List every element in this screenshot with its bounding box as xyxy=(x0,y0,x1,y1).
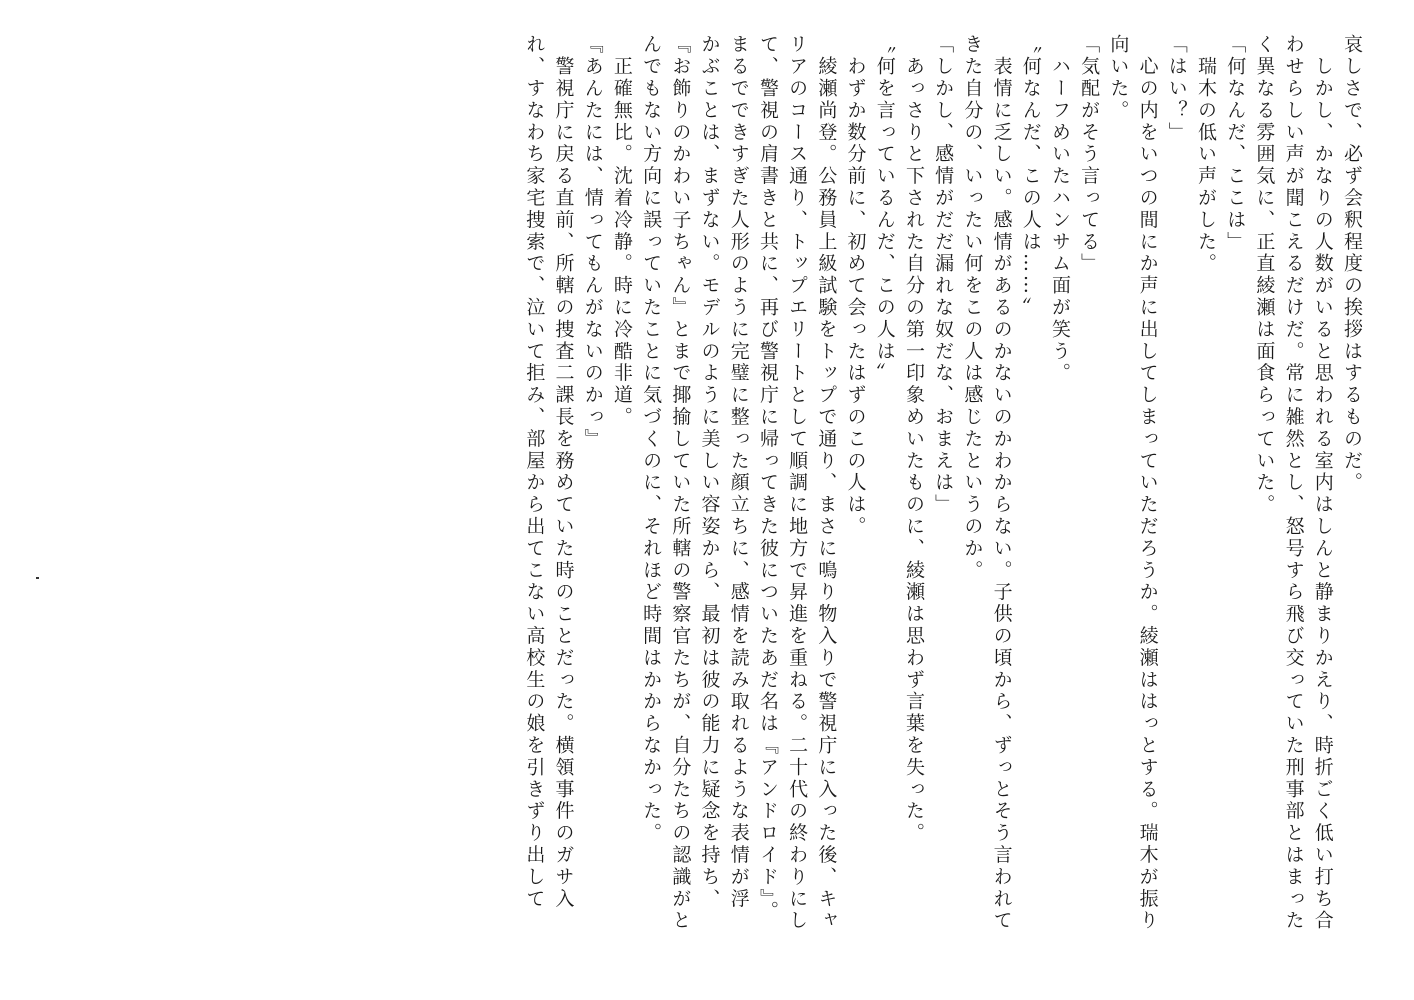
text-line: 〝何なんだ、この人は……〟 xyxy=(1019,34,1042,319)
text-line: 「はい？」 xyxy=(1165,34,1188,144)
text-line: んでもない方向に誤っていたことに気づくのに、それほど時間はかからなかった。 xyxy=(640,34,663,845)
text-line: く異なる雰囲気に、正直綾瀬は面食らっていた。 xyxy=(1253,34,1276,516)
text-line: 『あんたには、情ってもんがないのかっ』 xyxy=(581,34,604,451)
text-line: 哀しさで、必ず会釈程度の挨拶はするものだ。 xyxy=(1341,34,1363,494)
stray-ink-mark xyxy=(36,577,39,579)
text-line: リアのコース通り、トップエリートとして順調に地方で昇進を重ねる。二十代の終わりにし xyxy=(786,34,809,932)
text-line: れ、すなわち家宅捜索で、泣いて拒み、部屋から出てこない高校生の娘を引きずり出して xyxy=(523,34,546,910)
text-line: 「気配がそう言ってる」 xyxy=(1078,34,1101,275)
text-line: 表情に乏しい。感情があるのかないのかわからない。子供の頃から、ずっとそう言われて xyxy=(990,34,1013,932)
text-line: きた自分の、いったい何をこの人は感じたというのか。 xyxy=(961,34,984,582)
text-line: わせらしい声が聞こえるだけだ。常に雑然とし、怒号すら飛び交っていた刑事部とはまった xyxy=(1282,34,1305,932)
text-line: わずか数分前に、初めて会ったはずのこの人は。 xyxy=(844,34,867,538)
text-line: て、警視の肩書きと共に、再び警視庁に帰ってきた彼についたあだ名は『アンドロイド』。 xyxy=(756,34,779,923)
text-line: かぶことは、まずない。モデルのように美しい容姿から、最初は彼の能力に疑念を持ち、 xyxy=(698,34,721,910)
text-line: 正確無比。沈着冷静。時に冷酷非道。 xyxy=(610,34,633,429)
text-line: しかし、かなりの人数がいると思われる室内はしんと静まりかえり、時折ごく低い打ち合 xyxy=(1311,34,1334,932)
vertical-text-body xyxy=(519,34,1366,974)
text-line: 警視庁に戻る直前、所轄の捜査二課長を務めていた時のことだった。横領事件のガサ入 xyxy=(552,34,575,910)
text-line: 向いた。 xyxy=(1107,34,1130,122)
text-line: 〝何を言っているんだ、この人は〟 xyxy=(873,34,896,385)
text-line: 「何なんだ、ここは」 xyxy=(1224,34,1247,253)
text-line: 「しかし、感情がだだ漏れな奴だな、おまえは」 xyxy=(932,34,955,516)
text-line: まるでできすぎた人形のように完璧に整った顔立ちに、感情を読み取れるような表情が浮 xyxy=(727,34,750,910)
text-line: ハーフめいたハンサム面が笑う。 xyxy=(1048,34,1071,385)
text-line: 『お飾りのかわい子ちゃん』とまで揶揄していた所轄の警察官たちが、自分たちの認識がと xyxy=(669,34,692,932)
text-line: 心の内をいつの間にか声に出してしまっていただろうか。綾瀬ははっとする。瑞木が振り xyxy=(1136,34,1159,932)
text-line: 瑞木の低い声がした。 xyxy=(1194,34,1217,275)
text-line: あっさりと下された自分の第一印象めいたものに、綾瀬は思わず言葉を失った。 xyxy=(902,34,925,845)
text-line: 綾瀬尚登。公務員上級試験をトップで通り、まさに鳴り物入りで警視庁に入った後、キャ xyxy=(815,34,838,932)
